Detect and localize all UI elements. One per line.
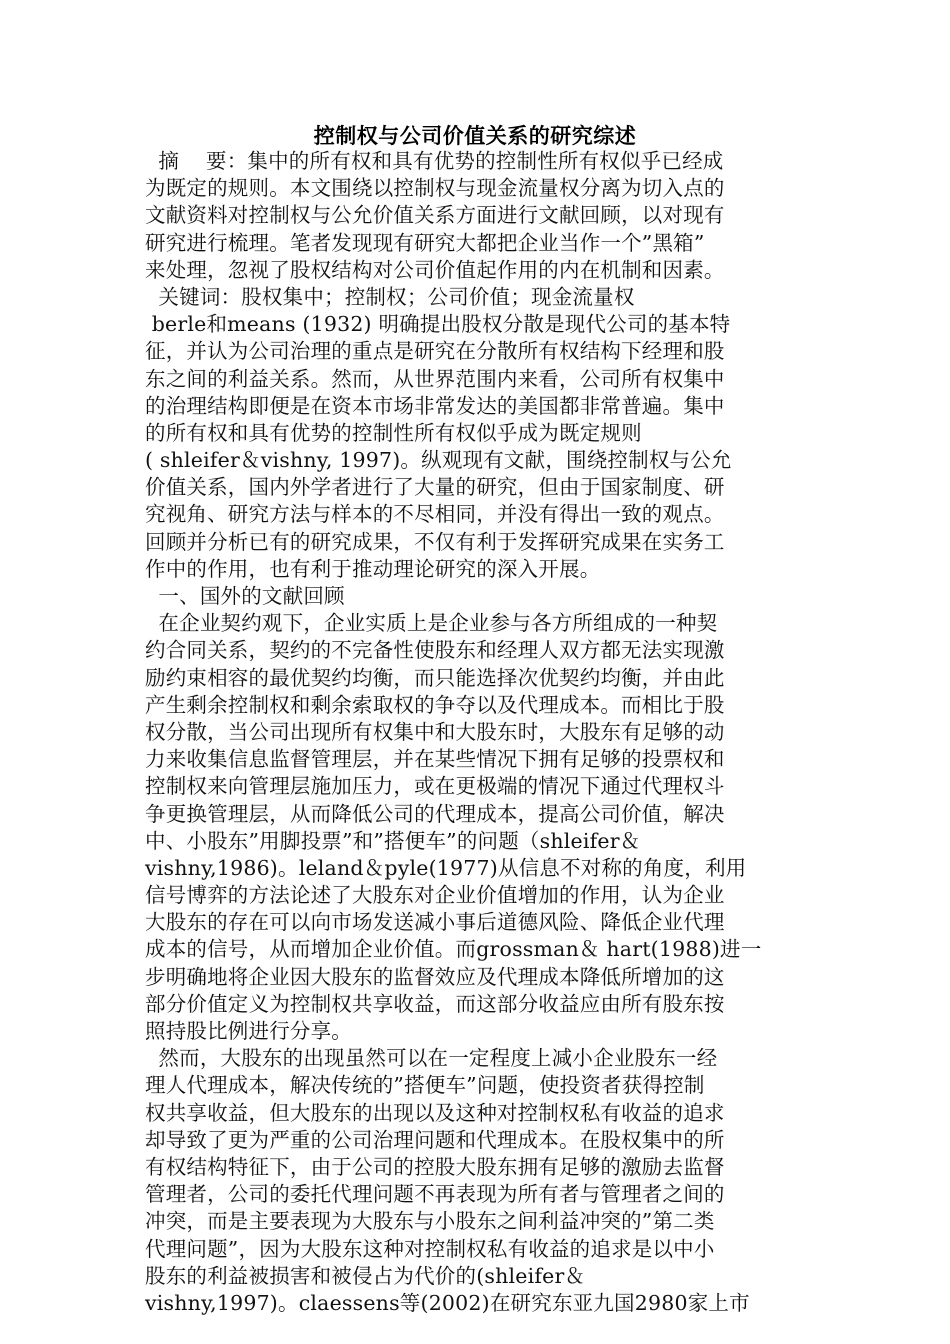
text-line-content: 产生剩余控制权和剩余索取权的争夺以及代理成本。而相比于股 [145, 692, 725, 717]
text-line-content: 关键词：股权集中；控制权；公司价值；现金流量权 [145, 284, 635, 309]
text-line-content: 部分价值定义为控制权共享收益，而这部分收益应由所有股东按 [145, 991, 725, 1016]
text-line-content: ( shleifer＆vishny, 1997)。纵观现有文献，围绕控制权与公允 [145, 448, 732, 473]
text-line [145, 1263, 785, 1290]
text-line-content: 步明确地将企业因大股东的监督效应及代理成本降低所增加的这 [145, 964, 725, 989]
text-line [145, 311, 785, 338]
text-line-content: 成本的信号，从而增加企业价值。而grossman＆ hart(1988)进一 [145, 937, 762, 962]
text-line-content: 中、小股东”用脚投票”和”搭便车”的问题（shleifer＆ [145, 828, 641, 853]
text-line-content: 究视角、研究方法与样本的不尽相同，并没有得出一致的观点。 [145, 502, 725, 527]
text-line-content: 价值关系，国内外学者进行了大量的研究，但由于国家制度、研 [145, 475, 725, 500]
text-line-content: 信号博弈的方法论述了大股东对企业价值增加的作用，认为企业 [145, 883, 725, 908]
text-line [145, 991, 785, 1018]
text-line-content: 管理者，公司的委托代理问题不再表现为所有者与管理者之间的 [145, 1182, 725, 1207]
text-line [145, 556, 785, 583]
text-line [145, 148, 785, 175]
text-line [145, 1290, 785, 1317]
text-line-content: 在企业契约观下，企业实质上是企业参与各方所组成的一种契 [145, 611, 718, 636]
text-line-content: 励约束相容的最优契约均衡，而只能选择次优契约均衡，并由此 [145, 665, 725, 690]
text-line [145, 665, 785, 692]
text-line-content: 却导致了更为严重的公司治理问题和代理成本。在股权集中的所 [145, 1127, 725, 1152]
text-line-content: 大股东的存在可以向市场发送减小事后道德风险、降低企业代理 [145, 910, 725, 935]
text-line-content: 文献资料对控制权与公允价值关系方面进行文献回顾，以对现有 [145, 203, 725, 228]
text-line [145, 719, 785, 746]
text-line-content: 东之间的利益关系。然而，从世界范围内来看，公司所有权集中 [145, 366, 725, 391]
text-line [145, 1154, 785, 1181]
text-line-content: 控制权来向管理层施加压力，或在更极端的情况下通过代理权斗 [145, 774, 725, 799]
text-line-content: 回顾并分析已有的研究成果，不仅有利于发挥研究成果在实务工 [145, 529, 725, 554]
text-line [145, 1208, 785, 1235]
text-line [145, 773, 785, 800]
text-line [145, 447, 785, 474]
text-line-content: 为既定的规则。本文围绕以控制权与现金流量权分离为切入点的 [145, 176, 725, 201]
text-line [145, 420, 785, 447]
text-line [145, 828, 785, 855]
text-line [145, 801, 785, 828]
text-line [145, 474, 785, 501]
text-line [145, 610, 785, 637]
text-line-content: 冲突，而是主要表现为大股东与小股东之间利益冲突的”第二类 [145, 1209, 715, 1234]
text-line-content: 研究进行梳理。笔者发现现有研究大都把企业当作一个”黑箱” [145, 230, 705, 255]
text-line-content: vishny,1997)。claessens等(2002)在研究东亚九国2980家上市 [145, 1290, 750, 1315]
text-line [145, 583, 785, 610]
text-line-content: 争更换管理层，从而降低公司的代理成本，提高公司价值，解决 [145, 801, 725, 826]
text-line-content: 力来收集信息监督管理层，并在某些情况下拥有足够的投票权和 [145, 747, 725, 772]
text-line [145, 964, 785, 991]
text-line-content: 摘 要：集中的所有权和具有优势的控制性所有权似乎已经成 [145, 149, 724, 173]
text-line [145, 1072, 785, 1099]
text-line-content: 股东的利益被损害和被侵占为代价的(shleifer＆ [145, 1263, 586, 1288]
text-line [145, 366, 785, 393]
text-line-content: 的所有权和具有优势的控制性所有权似乎成为既定规则 [145, 420, 642, 445]
text-line [145, 1045, 785, 1072]
text-line-content: 照持股比例进行分享。 [145, 1019, 352, 1043]
text-line [145, 202, 785, 229]
document-body [145, 148, 785, 1317]
text-line-content: vishny,1986)。leland＆pyle(1977)从信息不对称的角度，利用 [145, 855, 747, 880]
text-line [145, 1127, 785, 1154]
text-line-content: 征，并认为公司治理的重点是研究在分散所有权结构下经理和股 [145, 339, 725, 364]
text-line-content: 来处理，忽视了股权结构对公司价值起作用的内在机制和因素。 [145, 257, 725, 282]
text-line [145, 1236, 785, 1263]
text-line [145, 529, 785, 556]
text-line [145, 230, 785, 257]
text-line-content: 的治理结构即便是在资本市场非常发达的美国都非常普遍。集中 [145, 393, 725, 418]
text-line [145, 692, 785, 719]
text-line [145, 936, 785, 963]
text-line-content: 有权结构特征下，由于公司的控股大股东拥有足够的激励去监督 [145, 1154, 725, 1179]
text-line [145, 257, 785, 284]
text-line-content: 权共享收益，但大股东的出现以及这种对控制权私有收益的追求 [145, 1100, 725, 1125]
text-line-content: 作中的作用，也有利于推动理论研究的深入开展。 [145, 556, 601, 581]
text-line [145, 746, 785, 773]
document-title: 控制权与公司价值关系的研究综述 [313, 124, 637, 148]
text-line [145, 501, 785, 528]
text-line-content: 代理问题”，因为大股东这种对控制权私有收益的追求是以中小 [145, 1236, 715, 1261]
text-line [145, 284, 785, 311]
text-line [145, 1100, 785, 1127]
text-line-content: 权分散，当公司出现所有权集中和大股东时，大股东有足够的动 [145, 719, 725, 744]
text-line [145, 175, 785, 202]
text-line [145, 1181, 785, 1208]
text-line-content: 约合同关系，契约的不完备性使股东和经理人双方都无法实现激 [145, 638, 725, 663]
text-line [145, 882, 785, 909]
text-line [145, 393, 785, 420]
text-line [145, 855, 785, 882]
text-line [145, 909, 785, 936]
text-line [145, 338, 785, 365]
text-line-content: berle和means (1932) 明确提出股权分散是现代公司的基本特 [145, 312, 731, 337]
text-line-content: 一、国外的文献回顾 [145, 584, 345, 608]
text-line [145, 637, 785, 664]
text-line-content: 理人代理成本，解决传统的”搭便车”问题，使投资者获得控制 [145, 1073, 705, 1098]
text-line-content: 然而，大股东的出现虽然可以在一定程度上减小企业股东一经 [145, 1046, 718, 1071]
text-line [145, 1018, 785, 1045]
